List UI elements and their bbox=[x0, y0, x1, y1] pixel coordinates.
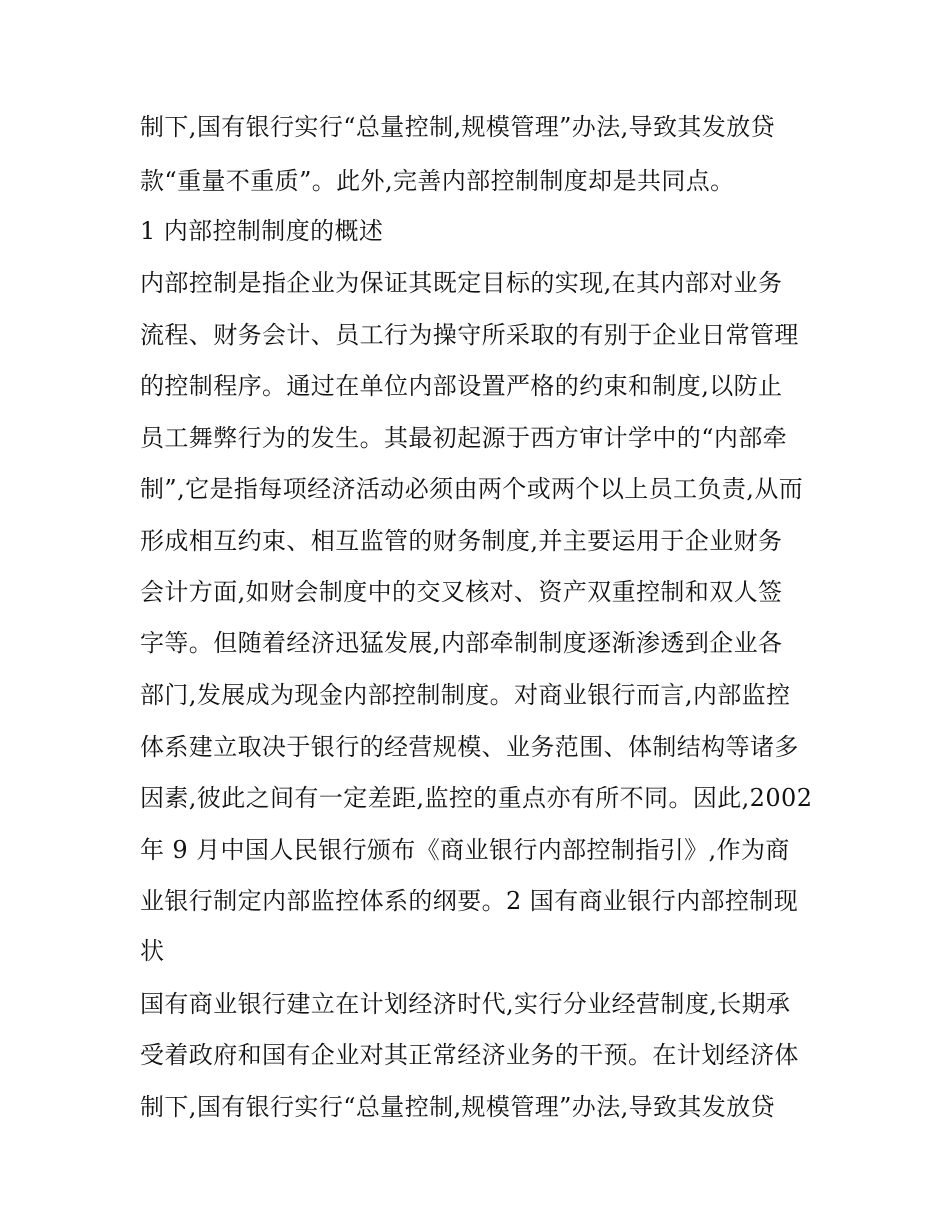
text-line: 因素,彼此之间有一定差距,监控的重点亦有所不同。因此,2002 bbox=[140, 784, 813, 812]
text-line: 会计方面,如财会制度中的交叉核对、资产双重控制和双人签 bbox=[140, 578, 783, 606]
text-line: 制下,国有银行实行“总量控制,规模管理”办法,导致其发放贷 bbox=[140, 1093, 776, 1121]
text-line: 制”,它是指每项经济活动必须由两个或两个以上员工负责,从而 bbox=[140, 475, 804, 503]
section-heading: 1 内部控制制度的概述 bbox=[140, 217, 384, 245]
text-line: 制下,国有银行实行“总量控制,规模管理”办法,导致其发放贷 bbox=[140, 113, 776, 141]
text-line: 形成相互约束、相互监管的财务制度,并主要运用于企业财务 bbox=[140, 527, 783, 555]
text-line: 国有商业银行建立在计划经济时代,实行分业经营制度,长期承 bbox=[140, 990, 791, 1018]
text-line: 状 bbox=[140, 937, 165, 965]
text-line: 的控制程序。通过在单位内部设置严格的约束和制度,以防止 bbox=[140, 372, 783, 400]
text-line: 员工舞弊行为的发生。其最初起源于西方审计学中的“内部牵 bbox=[140, 424, 788, 452]
text-line: 字等。但随着经济迅猛发展,内部牵制制度逐渐渗透到企业各 bbox=[140, 629, 783, 657]
text-line: 受着政府和国有企业对其正常经济业务的干预。在计划经济体 bbox=[140, 1041, 799, 1069]
text-line: 业银行制定内部监控体系的纲要。2 国有商业银行内部控制现 bbox=[140, 887, 799, 915]
text-line: 内部控制是指企业为保证其既定目标的实现,在其内部对业务 bbox=[140, 269, 783, 297]
text-line: 款“重量不重质”。此外,完善内部控制制度却是共同点。 bbox=[140, 167, 735, 195]
text-line: 年 9 月中国人民银行颁布《商业银行内部控制指引》,作为商 bbox=[140, 836, 790, 864]
text-line: 流程、财务会计、员工行为操守所采取的有别于企业日常管理 bbox=[140, 321, 799, 349]
text-line: 体系建立取决于银行的经营规模、业务范围、体制结构等诸多 bbox=[140, 733, 799, 761]
text-line: 部门,发展成为现金内部控制制度。对商业银行而言,内部监控 bbox=[140, 681, 791, 709]
